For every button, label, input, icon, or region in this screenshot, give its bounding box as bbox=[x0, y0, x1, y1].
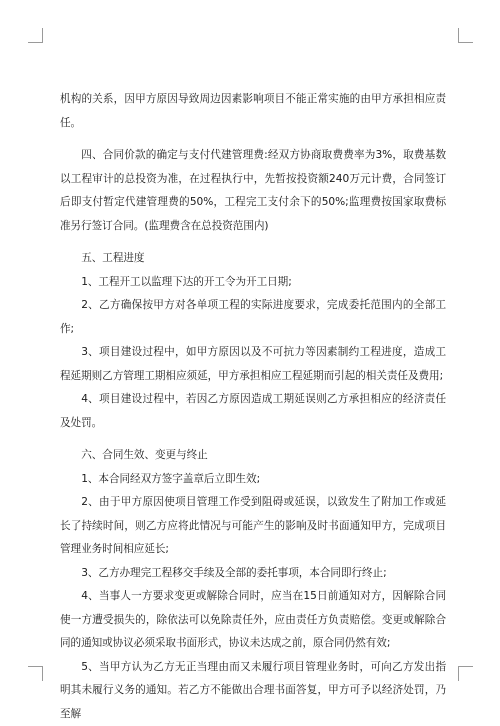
paragraph: 4、项目建设过程中，若因乙方原因造成工期延误则乙方承担相应的经济责任及处罚。 bbox=[60, 388, 446, 435]
paragraph: 1、本合同经双方签字盖章后立即生效; bbox=[60, 468, 446, 492]
paragraph: 3、乙方办理完工程移交手续及全部的委托事项，本合同即行终止; bbox=[60, 562, 446, 586]
crop-mark-bottom-right bbox=[458, 666, 473, 681]
paragraph: 3、项目建设过程中，如甲方原因以及不可抗力等因素制约工程进度，造成工程延期则乙方管理工期相应须延，甲方承担相应工程延期而引起的相关责任及费用; bbox=[60, 341, 446, 388]
document-body bbox=[60, 88, 446, 726]
paragraph: 2、由于甲方原因使项目管理工作受到阻碍或延误，以致发生了附加工作或延长了持续时间，则乙方应将此情况与可能产生的影响及时书面通知甲方，完成项目管理业务时间相应延长; bbox=[60, 491, 446, 562]
paragraph: 四、合同价款的确定与支付代建管理费:经双方协商取费费率为3%，取费基数以工程审计的总投资为准，在过程执行中，先暂按投资额240万元计费，合同签订后即支付暂定代建管理费的50%，工程完工支付余下的50%;监理费按国家取费标准另行签订合同。(监理费含在总投资范围内) bbox=[60, 144, 446, 238]
paragraph: 2、乙方确保按甲方对各单项工程的实际进度要求，完成委托范围内的全部工作; bbox=[60, 294, 446, 341]
paragraph: 4、当事人一方要求变更或解除合同时，应当在15日前通知对方，因解除合同使一方遭受损失的，除依法可以免除责任外，应由责任方负责赔偿。变更或解除合同的通知或协议必须采取书面形式，协议未达成之前，原合同仍然有效; bbox=[60, 585, 446, 656]
crop-mark-bottom-left bbox=[28, 666, 43, 681]
paragraph: 5、当甲方认为乙方无正当理由而又未履行项目管理业务时，可向乙方发出指明其未履行义务的通知。若乙方不能做出合理书面答复，甲方可予以经济处罚，乃至解 bbox=[60, 656, 446, 726]
crop-mark-top-left bbox=[28, 28, 43, 43]
paragraph: 1、工程开工以监理下达的开工令为开工日期; bbox=[60, 271, 446, 295]
paragraph: 机构的关系，因甲方原因导致周边因素影响项目不能正常实施的由甲方承担相应责任。 bbox=[60, 88, 446, 135]
section-heading: 五、工程进度 bbox=[60, 247, 446, 271]
section-heading: 六、合同生效、变更与终止 bbox=[60, 444, 446, 468]
crop-mark-top-right bbox=[458, 28, 473, 43]
